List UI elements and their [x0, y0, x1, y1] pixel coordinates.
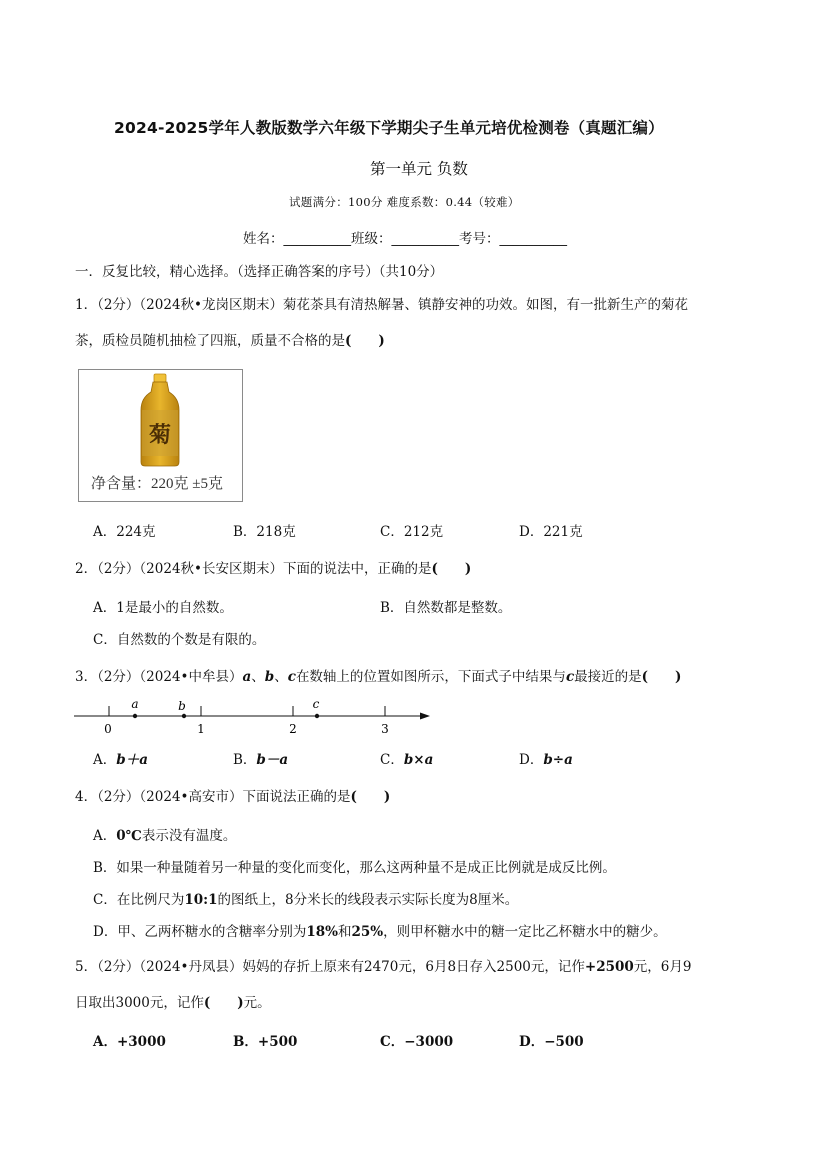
page-title: 2024-2025学年人教版数学六年级下学期尖子生单元培优检测卷（真题汇编）: [114, 119, 664, 137]
q1-stem-line2: [75, 329, 385, 349]
q2-stem-text: 2．（2分）（2024秋•长安区期末）下面的说法中，正确的是: [75, 561, 432, 577]
q2-stem: [75, 557, 471, 577]
svg-text:菊: 菊: [148, 422, 172, 448]
q3-var-c: c: [287, 669, 296, 685]
tick-label-2: 2: [289, 722, 297, 736]
q1-option-d[interactable]: D．221克: [519, 524, 583, 540]
section-heading: 一．反复比较，精心选择。（选择正确答案的序号）（共10分）: [75, 264, 444, 280]
q3-stem: [75, 665, 681, 685]
q5-answer-blank: ( ): [203, 995, 244, 1011]
q2-answer-blank: ( ): [431, 561, 472, 577]
point-label-c: c: [312, 697, 320, 711]
point-a: [133, 714, 137, 718]
q5-stem-line2: 日取出3000元，记作( )元。: [75, 995, 271, 1011]
q1-answer-blank: ( ): [345, 333, 385, 349]
q3-number-line: [70, 694, 440, 740]
point-b: [182, 714, 186, 718]
q1-option-c[interactable]: C．212克: [380, 524, 444, 540]
q3-option-d[interactable]: D．b÷a: [519, 752, 573, 768]
q4-stem: [75, 785, 390, 805]
q2-option-a[interactable]: A．1是最小的自然数。: [93, 600, 233, 616]
q5-option-c[interactable]: C．−3000: [380, 1034, 454, 1050]
student-info-line: 姓名：__________班级：__________考号：__________: [243, 231, 567, 247]
q3-answer-blank: ( ): [641, 669, 682, 685]
q5-option-a[interactable]: A．+3000: [93, 1034, 166, 1050]
tick-label-0: 0: [104, 722, 112, 736]
test-meta: 试题满分：100分 难度系数：0.44（较难）: [289, 195, 520, 209]
q3-mid-text: 在数轴上的位置如图所示，下面式子中结果与: [295, 669, 566, 685]
q3-option-b[interactable]: B．b－a: [233, 752, 289, 768]
tick-label-3: 3: [381, 722, 389, 736]
q3-prefix: 3．（2分）（2024•中牟县）: [75, 669, 243, 685]
q1-option-a[interactable]: A．224克: [93, 524, 156, 540]
number-line-arrow: [420, 713, 430, 720]
q1-stem-text: 茶，质检员随机抽检了四瓶，质量不合格的是: [75, 333, 345, 349]
q3-var-a: a: [242, 669, 252, 685]
q3-var-c2: c: [565, 669, 575, 685]
q2-option-c[interactable]: C．自然数的个数是有限的。: [93, 632, 266, 648]
q5-option-d[interactable]: D．−500: [519, 1034, 584, 1050]
q1-image-caption: 净含量：220克 ±5克: [91, 476, 223, 492]
q2-option-b[interactable]: B．自然数都是整数。: [380, 600, 512, 616]
q3-end-text: 最接近的是: [574, 669, 642, 685]
q4-stem-text: 4．（2分）（2024•高安市）下面说法正确的是: [75, 789, 351, 805]
point-label-b: b: [178, 699, 186, 713]
tea-bottle-icon: [79, 370, 241, 470]
q5-stem-line1: 5．（2分）（2024•丹凤县）妈妈的存折上原来有2470元，6月8日存入2500元，记作+2500元，6月9: [75, 959, 692, 975]
q3-var-b: b: [264, 669, 275, 685]
q1-tea-bottle-image: [78, 369, 243, 502]
q1-option-b[interactable]: B．218克: [233, 524, 296, 540]
q3-option-a[interactable]: A．b＋a: [93, 752, 148, 768]
q1-stem-line1: 1．（2分）（2024秋•龙岗区期末）菊花茶具有清热解暑、镇静安神的功效。如图，有一批新生产的菊花: [75, 297, 688, 313]
q4-option-c[interactable]: C．在比例尺为10:1的图纸上，8分米长的线段表示实际长度为8厘米。: [93, 892, 519, 908]
q4-option-b[interactable]: B．如果一种量随着另一种量的变化而变化，那么这两种量不是成正比例就是成反比例。: [93, 860, 616, 876]
point-label-a: a: [131, 697, 139, 711]
q3-sep2: 、: [274, 669, 288, 685]
point-c: [315, 714, 319, 718]
q3-sep1: 、: [251, 669, 265, 685]
q4-answer-blank: ( ): [350, 789, 391, 805]
q3-option-c[interactable]: C．b×a: [380, 752, 434, 768]
q5-option-b[interactable]: B．+500: [233, 1034, 298, 1050]
unit-subtitle: 第一单元 负数: [370, 160, 468, 178]
q4-option-a[interactable]: A．0℃表示没有温度。: [93, 828, 237, 844]
q4-option-d[interactable]: D．甲、乙两杯糖水的含糖率分别为18%和25%，则甲杯糖水中的糖一定比乙杯糖水中的糖少。: [93, 924, 667, 940]
tick-label-1: 1: [197, 722, 205, 736]
